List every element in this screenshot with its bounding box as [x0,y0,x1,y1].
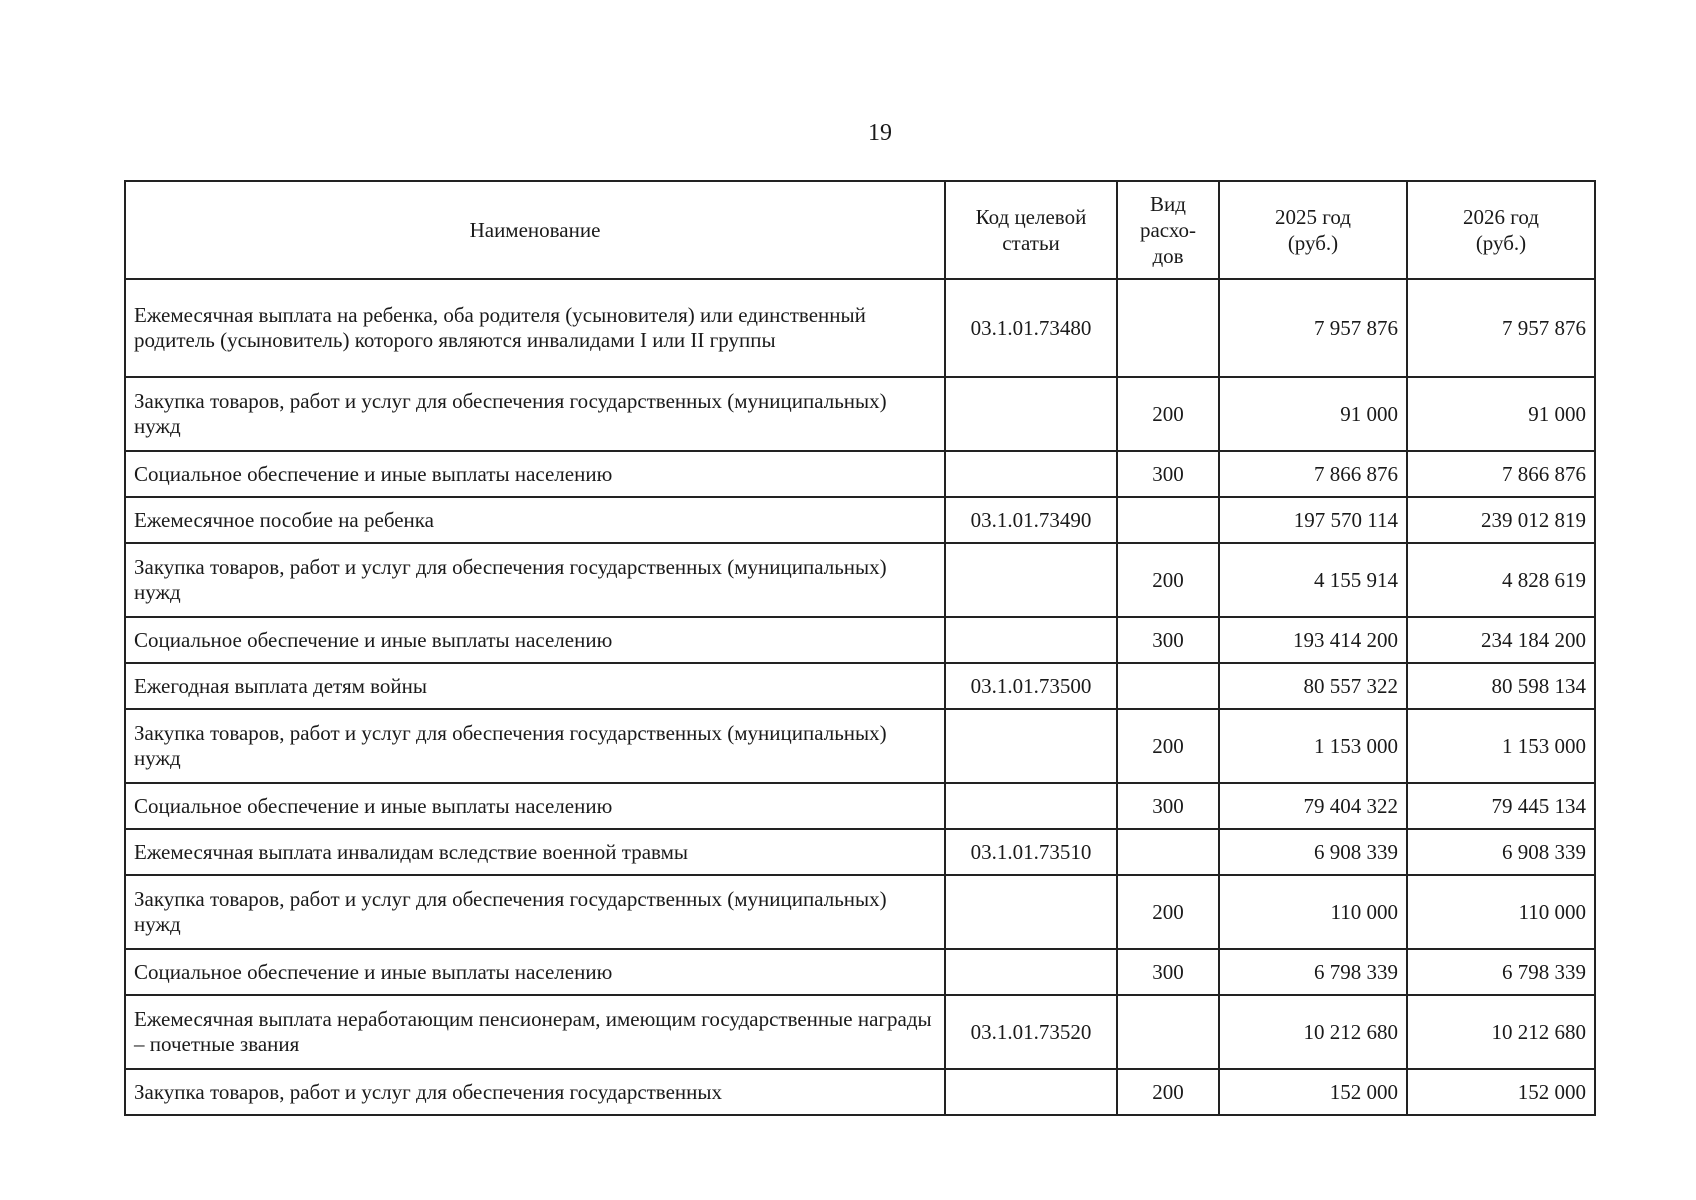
row-expense-type: 300 [1117,783,1219,829]
table-row [125,617,1595,663]
row-2026: 79 445 134 [1407,783,1595,829]
row-expense-type: 200 [1117,543,1219,617]
row-2026: 7 866 876 [1407,451,1595,497]
table-row [125,1069,1595,1115]
row-expense-type [1117,279,1219,377]
row-2026: 7 957 876 [1407,279,1595,377]
row-2026: 6 908 339 [1407,829,1595,875]
row-2026: 4 828 619 [1407,543,1595,617]
row-2026: 6 798 339 [1407,949,1595,995]
row-2025: 110 000 [1219,875,1407,949]
row-name: Закупка товаров, работ и услуг для обеспечения государственных (муниципальных) нужд [125,377,945,451]
row-expense-type: 300 [1117,451,1219,497]
row-2026: 239 012 819 [1407,497,1595,543]
table-row [125,783,1595,829]
row-code: 03.1.01.73510 [945,829,1117,875]
row-2025: 10 212 680 [1219,995,1407,1069]
header-expense-type: Вид расхо- дов [1117,181,1219,279]
row-code [945,949,1117,995]
row-code [945,709,1117,783]
row-2025: 80 557 322 [1219,663,1407,709]
table-row [125,279,1595,377]
row-code: 03.1.01.73490 [945,497,1117,543]
row-2026: 91 000 [1407,377,1595,451]
header-2026: 2026 год (руб.) [1407,181,1595,279]
row-name: Закупка товаров, работ и услуг для обеспечения государственных [125,1069,945,1115]
row-code [945,1069,1117,1115]
row-expense-type [1117,497,1219,543]
row-code [945,377,1117,451]
row-code: 03.1.01.73520 [945,995,1117,1069]
row-2025: 193 414 200 [1219,617,1407,663]
row-expense-type [1117,829,1219,875]
header-2025: 2025 год (руб.) [1219,181,1407,279]
row-2025: 197 570 114 [1219,497,1407,543]
table-row [125,875,1595,949]
row-code [945,617,1117,663]
row-expense-type: 300 [1117,949,1219,995]
table-row [125,663,1595,709]
row-2025: 91 000 [1219,377,1407,451]
row-name: Социальное обеспечение и иные выплаты населению [125,783,945,829]
row-name: Закупка товаров, работ и услуг для обеспечения государственных (муниципальных) нужд [125,875,945,949]
row-2025: 7 866 876 [1219,451,1407,497]
row-expense-type: 200 [1117,377,1219,451]
row-name: Ежемесячное пособие на ребенка [125,497,945,543]
row-name: Ежегодная выплата детям войны [125,663,945,709]
row-code [945,451,1117,497]
table-row [125,829,1595,875]
row-2025: 152 000 [1219,1069,1407,1115]
row-expense-type: 200 [1117,1069,1219,1115]
table-row [125,995,1595,1069]
row-name: Закупка товаров, работ и услуг для обеспечения государственных (муниципальных) нужд [125,709,945,783]
row-code [945,875,1117,949]
row-2025: 7 957 876 [1219,279,1407,377]
row-2026: 110 000 [1407,875,1595,949]
row-expense-type [1117,663,1219,709]
budget-table [124,180,1596,1116]
row-name: Социальное обеспечение и иные выплаты населению [125,949,945,995]
row-2025: 4 155 914 [1219,543,1407,617]
row-expense-type: 300 [1117,617,1219,663]
table-row [125,377,1595,451]
table-row [125,949,1595,995]
row-name: Ежемесячная выплата инвалидам вследствие военной травмы [125,829,945,875]
row-code: 03.1.01.73480 [945,279,1117,377]
page-number: 19 [868,120,892,146]
row-expense-type: 200 [1117,875,1219,949]
table-row [125,497,1595,543]
table-row [125,543,1595,617]
row-2026: 152 000 [1407,1069,1595,1115]
table-row [125,709,1595,783]
row-code [945,783,1117,829]
row-2026: 1 153 000 [1407,709,1595,783]
row-2026: 10 212 680 [1407,995,1595,1069]
header-name: Наименование [125,181,945,279]
row-2026: 80 598 134 [1407,663,1595,709]
row-2025: 1 153 000 [1219,709,1407,783]
row-code [945,543,1117,617]
row-2025: 6 908 339 [1219,829,1407,875]
table-header-row [125,181,1595,279]
row-name: Закупка товаров, работ и услуг для обеспечения государственных (муниципальных) нужд [125,543,945,617]
row-name: Социальное обеспечение и иные выплаты населению [125,617,945,663]
row-code: 03.1.01.73500 [945,663,1117,709]
row-expense-type [1117,995,1219,1069]
row-expense-type: 200 [1117,709,1219,783]
row-2026: 234 184 200 [1407,617,1595,663]
row-name: Социальное обеспечение и иные выплаты населению [125,451,945,497]
row-name: Ежемесячная выплата неработающим пенсионерам, имеющим государственные награды – почетные звания [125,995,945,1069]
row-2025: 6 798 339 [1219,949,1407,995]
row-2025: 79 404 322 [1219,783,1407,829]
table-row [125,451,1595,497]
row-name: Ежемесячная выплата на ребенка, оба родителя (усыновителя) или единственный родитель (усыновитель) которого являются инвалидами I или II группы [125,279,945,377]
header-code: Код целевой статьи [945,181,1117,279]
